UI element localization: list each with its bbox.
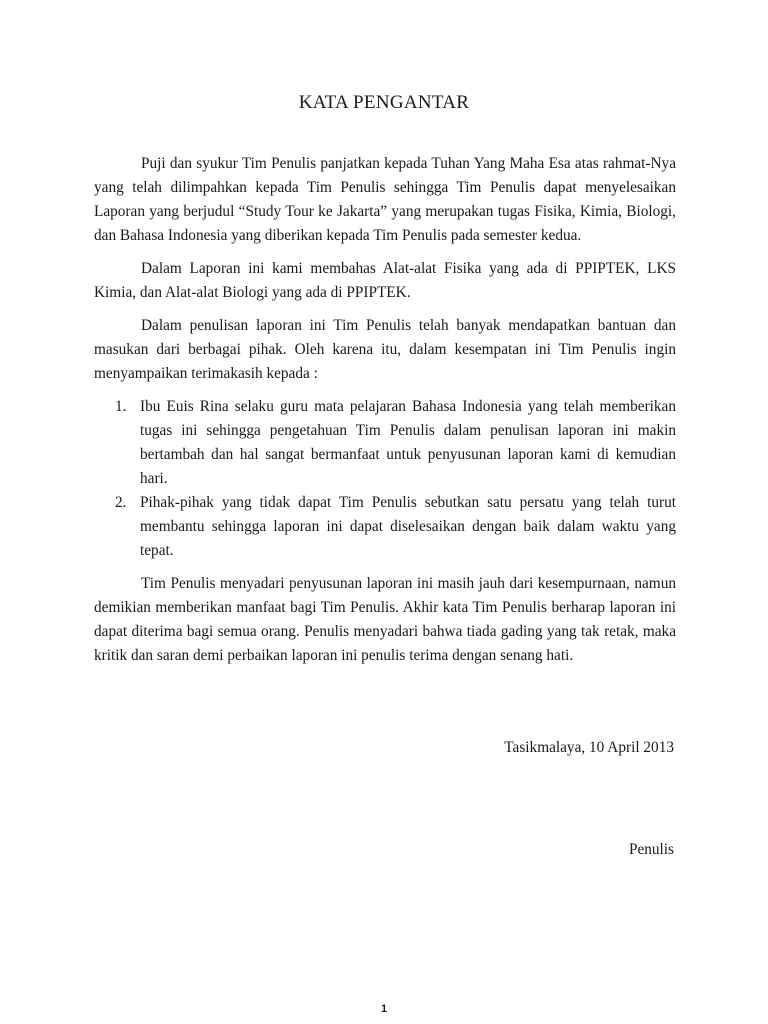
page-number: 1 [380, 1003, 388, 1015]
place-and-date: Tasikmalaya, 10 April 2013 [504, 739, 674, 756]
document-body [94, 152, 676, 668]
author-signature: Penulis [628, 841, 674, 858]
list-item-text: Pihak-pihak yang tidak dapat Tim Penulis sebutkan satu persatu yang telah turut membantu sehingga laporan ini dapat diselesaikan dengan baik dalam waktu yang tepat. [140, 494, 676, 559]
paragraph-3: Dalam penulisan laporan ini Tim Penulis telah banyak mendapatkan bantuan dan masukan dari berbagai pihak. Oleh karena itu, dalam kesempatan ini Tim Penulis ingin menyampaikan terimakasih kepada : [94, 317, 676, 382]
acknowledgement-list [94, 395, 676, 563]
list-item-number: 2. [115, 494, 127, 511]
list-item [94, 395, 676, 491]
paragraph-2: Dalam Laporan ini kami membahas Alat-alat Fisika yang ada di PPIPTEK, LKS Kimia, dan Alat-alat Biologi yang ada di PPIPTEK. [94, 260, 676, 301]
closing-paragraph: Tim Penulis menyadari penyusunan laporan ini masih jauh dari kesempurnaan, namun demikian memberikan manfaat bagi Tim Penulis. Akhir kata Tim Penulis berharap laporan ini dapat diterima bagi semua orang. Penulis menyadari bahwa tiada gading yang tak retak, maka kritik dan saran demi perbaikan laporan ini penulis terima dengan senang hati. [94, 575, 676, 664]
paragraph-1: Puji dan syukur Tim Penulis panjatkan kepada Tuhan Yang Maha Esa atas rahmat-Nya yang telah dilimpahkan kepada Tim Penulis sehingga Tim Penulis dapat menyelesaikan Laporan yang berjudul “Study Tour ke Jakarta” yang merupakan tugas Fisika, Kimia, Biologi, dan Bahasa Indonesia yang diberikan kepada Tim Penulis pada semester kedua. [94, 155, 676, 244]
list-item-text: Ibu Euis Rina selaku guru mata pelajaran Bahasa Indonesia yang telah memberikan tugas ini sehingga pengetahuan Tim Penulis dalam penulisan laporan ini makin bertambah dan hal sangat bermanfaat untuk penyusunan laporan kami di kemudian hari. [140, 398, 676, 487]
list-item [94, 491, 676, 563]
page-title: KATA PENGANTAR [298, 92, 470, 113]
list-item-number: 1. [115, 398, 127, 415]
